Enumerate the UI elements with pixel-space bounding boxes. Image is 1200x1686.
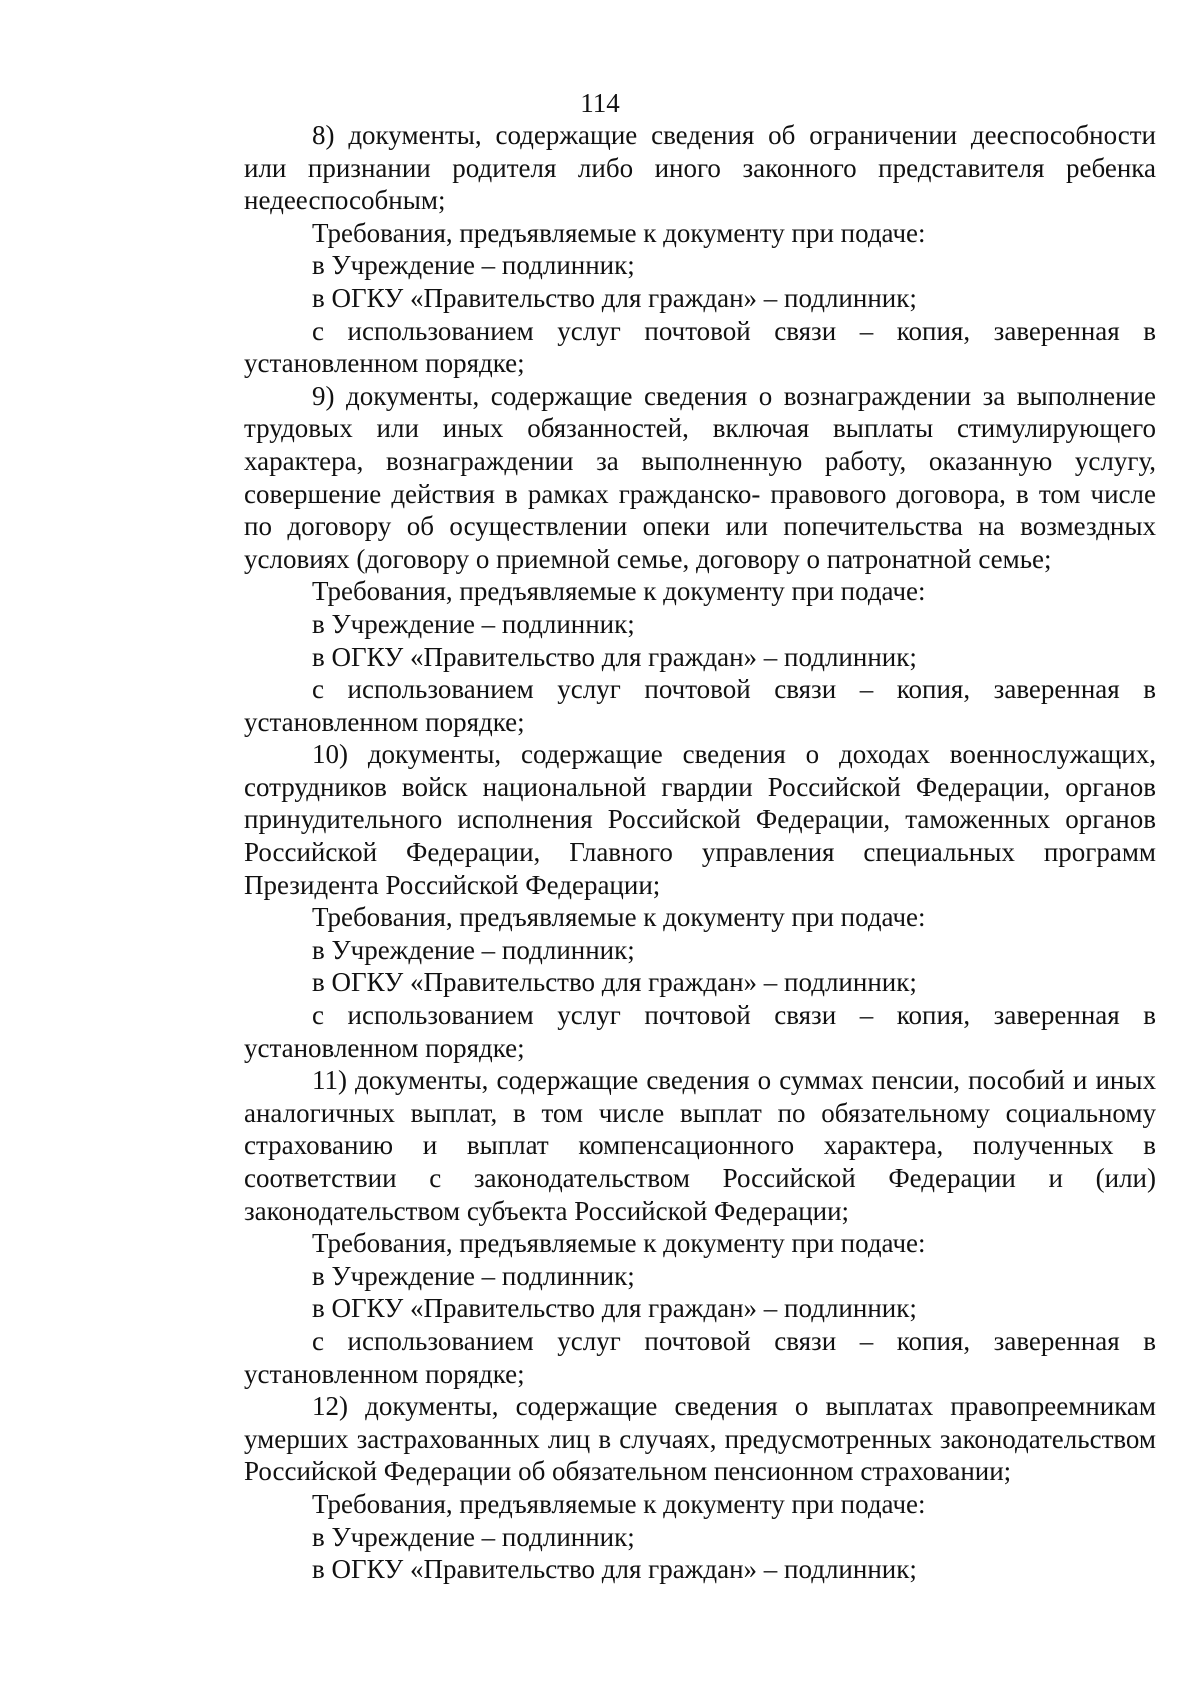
requirement-institution: в Учреждение – подлинник; <box>312 250 635 281</box>
requirements-heading: Требования, предъявляемые к документу при подаче: <box>312 1228 926 1259</box>
document-body <box>244 119 1156 1586</box>
requirements-heading: Требования, предъявляемые к документу при подаче: <box>312 217 926 248</box>
item-11-paragraph: 11) документы, содержащие сведения о суммах пенсии, пособий и иных аналогичных выплат, в том числе выплат по обязательному социальному страхованию и выплат компенсационного характера, полученных в соответствии с законодательством Российской Федерации и (или) законодательством субъекта Российской Федерации; <box>244 1065 1156 1226</box>
requirement-postal: с использованием услуг почтовой связи – копия, заверенная в установленном порядке; <box>244 315 1156 379</box>
requirement-postal: с использованием услуг почтовой связи – копия, заверенная в установленном порядке; <box>244 1325 1156 1389</box>
item-8-paragraph: 8) документы, содержащие сведения об ограничении дееспособности или признании родителя либо иного законного представителя ребенка недееспособным; <box>244 120 1156 216</box>
requirements-heading: Требования, предъявляемые к документу при подаче: <box>312 576 926 607</box>
item-9-paragraph: 9) документы, содержащие сведения о вознаграждении за выполнение трудовых или иных обязанностей, включая выплаты стимулирующего характера, вознаграждении за выполненную работу, оказанную услугу, совершение действия в рамках гражданско- правового договора, в том числе по договору об осуществлении опеки или попечительства на возмездных условиях (договору о приемной семье, договору о патронатной семье; <box>244 380 1156 574</box>
requirement-institution: в Учреждение – подлинник; <box>312 608 635 639</box>
requirement-ogku: в ОГКУ «Правительство для граждан» – подлинник; <box>312 641 917 672</box>
requirement-postal: с использованием услуг почтовой связи – копия, заверенная в установленном порядке; <box>244 1000 1156 1063</box>
requirement-postal: с использованием услуг почтовой связи – копия, заверенная в установленном порядке; <box>244 674 1156 737</box>
requirements-heading: Требования, предъявляемые к документу при подаче: <box>312 1488 926 1519</box>
requirement-ogku: в ОГКУ «Правительство для граждан» – подлинник; <box>312 967 917 998</box>
requirement-institution: в Учреждение – подлинник; <box>312 1260 635 1291</box>
requirement-institution: в Учреждение – подлинник; <box>312 1521 635 1552</box>
requirement-institution: в Учреждение – подлинник; <box>312 934 635 965</box>
requirement-ogku: в ОГКУ «Правительство для граждан» – подлинник; <box>312 1293 917 1324</box>
page-number: 114 <box>580 88 620 118</box>
item-12-paragraph: 12) документы, содержащие сведения о выплатах правопреемникам умерших застрахованных лиц в случаях, предусмотренных законодательством Российской Федерации об обязательном пенсионном страховании; <box>244 1391 1156 1487</box>
item-10-paragraph: 10) документы, содержащие сведения о доходах военнослужащих, сотрудников войск национальной гвардии Российской Федерации, органов принудительного исполнения Российской Федерации, таможенных органов Российской Федерации, Главного управления специальных программ Президента Российской Федерации; <box>244 739 1156 900</box>
requirement-ogku: в ОГКУ «Правительство для граждан» – подлинник; <box>312 282 917 313</box>
requirements-heading: Требования, предъявляемые к документу при подаче: <box>312 902 926 933</box>
requirement-ogku: в ОГКУ «Правительство для граждан» – подлинник; <box>312 1554 917 1585</box>
